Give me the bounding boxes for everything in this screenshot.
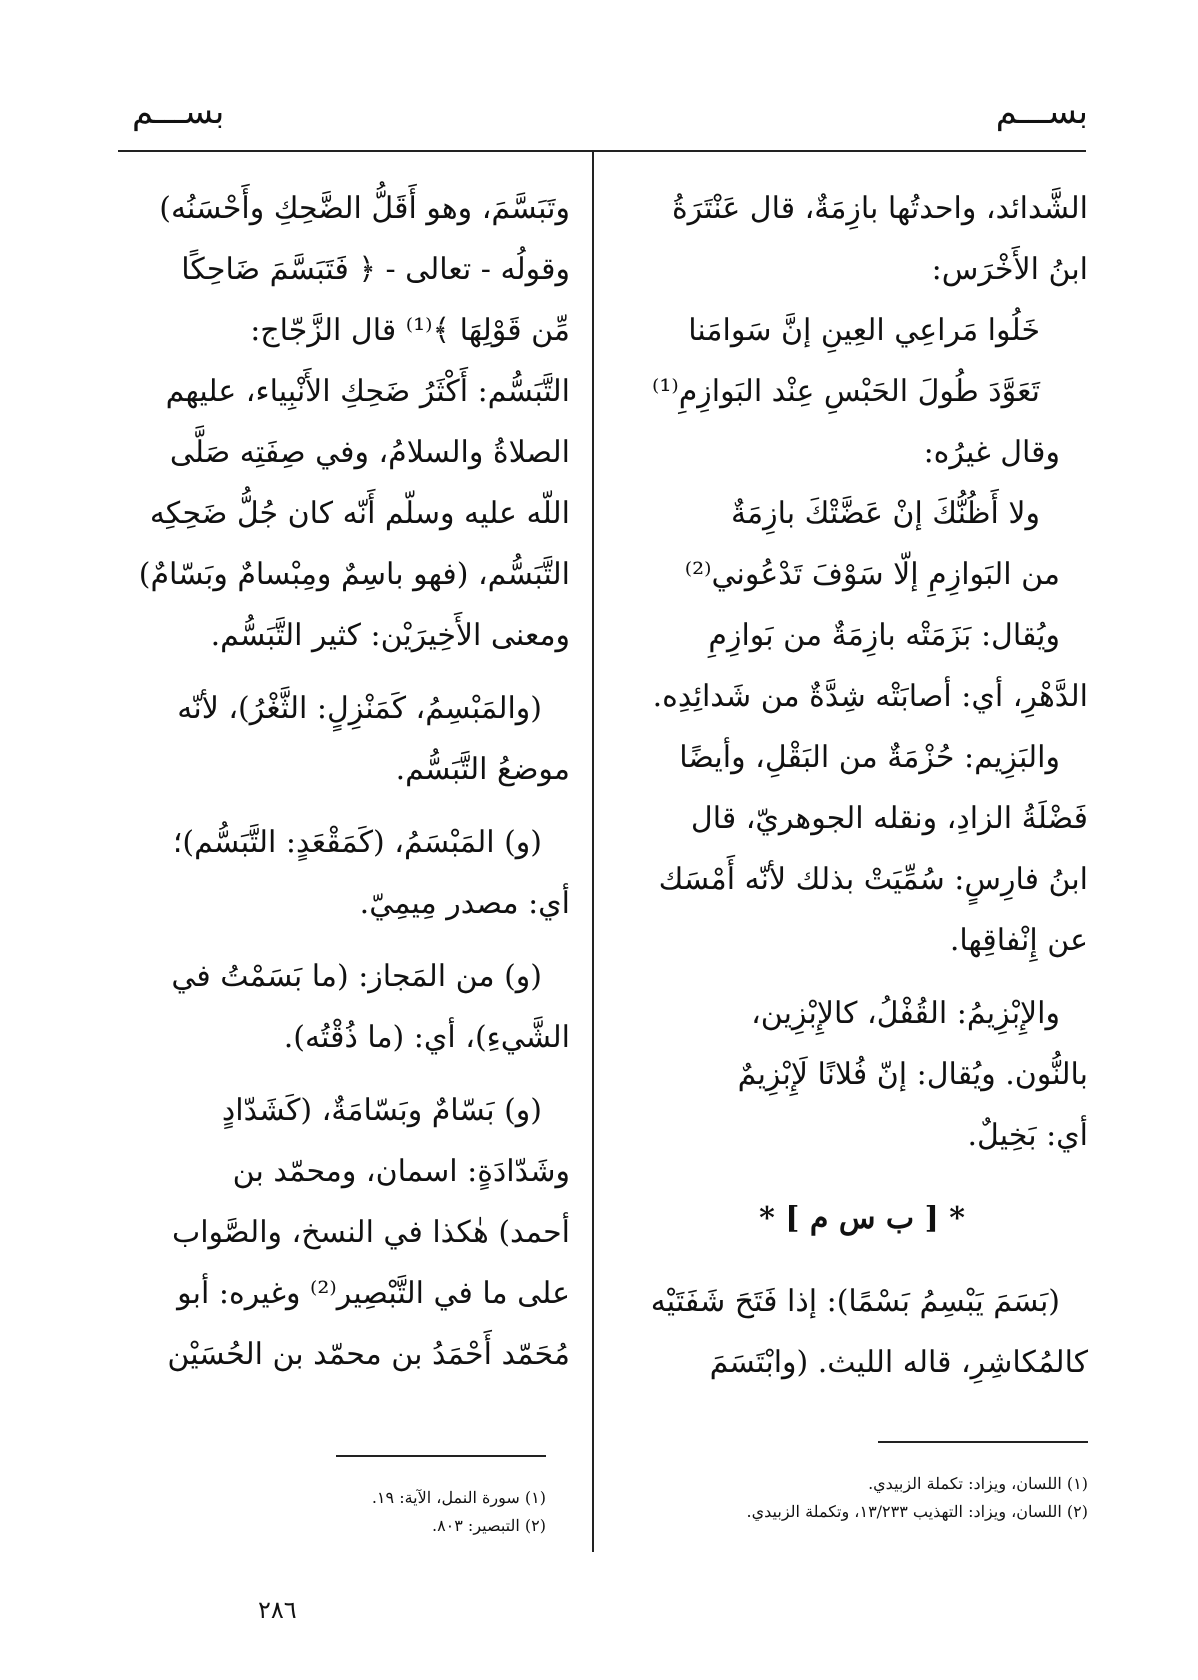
text-line: وتَبَسَّمَ، وهو أَقَلُّ الضَّحِكِ وأَحْسَنُه) xyxy=(159,191,570,226)
left-column xyxy=(118,178,570,1385)
header-word-right: بســـم xyxy=(995,92,1088,132)
text-line: وقولُه - تعالى - ﴿ فَتَبَسَّمَ ضَاحِكًا xyxy=(181,252,570,287)
text-line: التَّبَسُّم: أَكْثَرُ ضَحِكِ الأَنْبِياء، عليهم xyxy=(165,374,570,409)
text-line: (و) المَبْسَمُ، (كَمَقْعَدٍ: التَّبَسُّم)؛ xyxy=(172,825,542,860)
text-line: الصلاةُ والسلامُ، وفي صِفَتِه صَلَّى xyxy=(169,435,570,470)
footnote: (٢) التبصير: ٨٠٣. xyxy=(431,1516,546,1535)
column-divider xyxy=(592,152,594,1552)
text-line: والبَزِيم: حُزْمَةٌ من البَقْلِ، وأيضًا xyxy=(679,740,1060,775)
footnote: (١) اللسان، ويزاد: تكملة الزبيدي. xyxy=(868,1474,1088,1493)
text-line: مُحَمّد أَحْمَدُ بن محمّد بن الحُسَيْن xyxy=(167,1337,570,1372)
header-rule xyxy=(118,150,1086,152)
text-line: وشَدّادَةٍ: اسمان، ومحمّد بن xyxy=(232,1154,570,1189)
verse-line: من البَوازِمِ إلّا سَوْفَ تَدْعُوني⁽²⁾ xyxy=(684,557,1060,592)
text-line: أي: بَخِيلٌ. xyxy=(967,1118,1088,1153)
text-line: كالمُكاشِرِ، قاله الليث. (وابْتَسَمَ xyxy=(709,1345,1088,1380)
footnotes-left xyxy=(126,1484,546,1540)
text-line: موضعُ التَّبَسُّم. xyxy=(395,752,570,787)
text-line: مِّن قَوْلِهَا ﴾⁽¹⁾ قال الزَّجّاج: xyxy=(250,313,570,348)
text-line: التَّبَسُّم، (فهو باسِمٌ ومِبْسامٌ وبَسّامٌ) xyxy=(138,557,570,592)
text-line: أي: مصدر مِيمِيّ. xyxy=(359,886,570,921)
text-line: ويُقال: بَزَمَتْه بازِمَةٌ من بَوازِمِ xyxy=(708,618,1060,653)
text-line: الدَّهْرِ، أي: أصابَتْه شِدَّةٌ من شَدائِدِه. xyxy=(652,679,1088,714)
text-line: أحمد) هٰكذا في النسخ، والصَّواب xyxy=(171,1215,570,1250)
text-line: فَضْلَةُ الزادِ، ونقله الجوهريّ، قال xyxy=(690,801,1088,836)
text-line: ابنُ الأَخْرَس: xyxy=(931,252,1088,287)
text-line: (و) بَسّامٌ وبَسّامَةٌ، (كَشَدّادٍ xyxy=(221,1093,542,1128)
verse-line: خَلُوا مَراعِي العِينِ إنَّ سَوامَنا xyxy=(688,313,1040,348)
footnote: (٢) اللسان، ويزاد: التهذيب ١٣/٢٣٣، وتكملة الزبيدي. xyxy=(746,1502,1088,1521)
header-word-left: بســـم xyxy=(132,92,225,132)
text-line: ومعنى الأَخِيرَيْن: كثير التَّبَسُّم. xyxy=(210,618,570,653)
text-line: والإِبْزِيمُ: القُفْلُ، كالإِبْزِين، xyxy=(751,996,1060,1031)
footnote-rule-right xyxy=(878,1441,1088,1443)
footnote-rule-left xyxy=(336,1455,546,1457)
text-line: (بَسَمَ يَبْسِمُ بَسْمًا): إذا فَتَحَ شَفَتَيْه xyxy=(650,1284,1060,1319)
entry-heading: * [ ب س م ] * xyxy=(759,1201,965,1236)
text-line: الشَّدائد، واحدتُها بازِمَةٌ، قال عَنْتَرَةُ xyxy=(671,191,1088,226)
text-line: (والمَبْسِمُ، كَمَنْزِلٍ: الثَّغْرُ)، لأنّه xyxy=(177,691,542,726)
right-column xyxy=(636,178,1088,1393)
page-number: ٢٨٦ xyxy=(258,1596,297,1624)
text-line: على ما في التَّبْصِير⁽²⁾ وغيره: أبو xyxy=(177,1276,570,1311)
text-line: ابنُ فارِسٍ: سُمِّيَتْ بذلك لأنّه أَمْسَك xyxy=(658,862,1088,897)
footnotes-right xyxy=(636,1470,1088,1526)
text-line: عن إِنْفاقِها. xyxy=(949,923,1088,958)
text-line: وقال غيرُه: xyxy=(923,435,1060,470)
text-line: الشَّيءِ)، أي: (ما ذُقْتُه). xyxy=(283,1020,570,1055)
footnote: (١) سورة النمل، الآية: ١٩. xyxy=(371,1488,546,1507)
text-line: بالنُّون. ويُقال: إنّ فُلانًا لَإِبْزِيمٌ xyxy=(737,1057,1088,1092)
verse-line: ولا أَظُنُّكَ إنْ عَضَّتْكَ بازِمَةٌ xyxy=(730,496,1040,531)
text-line: (و) من المَجاز: (ما بَسَمْتُ في xyxy=(171,959,542,994)
text-line: اللّه عليه وسلّم أَنّه كان جُلُّ ضَحِكِه xyxy=(149,496,570,531)
verse-line: تَعَوَّدَ طُولَ الحَبْسِ عِنْد البَوازِمِ⁽¹⁾ xyxy=(651,374,1040,409)
